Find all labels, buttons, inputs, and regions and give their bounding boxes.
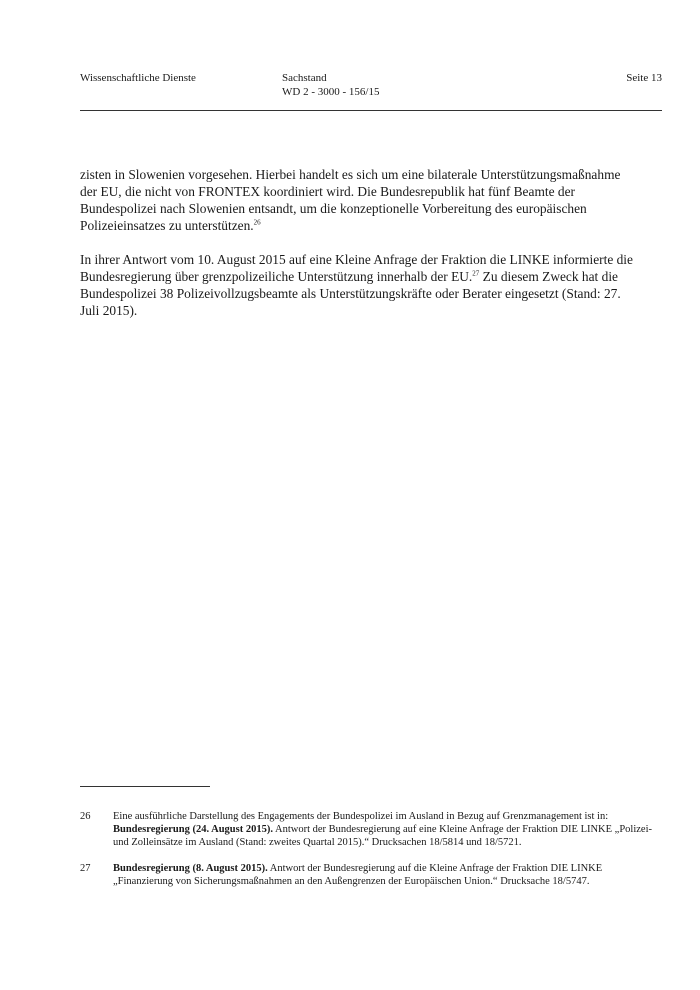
header-document-info (282, 71, 379, 99)
header-doc-ref: WD 2 - 3000 - 156/15 (282, 86, 380, 98)
header-institution: Wissenschaftliche Dienste (80, 72, 196, 84)
page-header (80, 71, 662, 111)
footnote-27 (80, 862, 662, 888)
footnote-text-pre: Eine ausführliche Darstellung des Engagements der Bundespolizei im Ausland in Bezug auf Grenzmanagement ist in: (113, 811, 609, 822)
footnote-26 (80, 810, 662, 849)
header-page-number: Seite 13 (626, 72, 662, 84)
header-divider (80, 110, 662, 111)
footnotes (80, 810, 662, 901)
paragraph-1 (80, 166, 640, 234)
main-text (80, 166, 640, 336)
paragraph-2-text-b: Zu diesem Zweck hat die Bundespolizei 38 Polizeivollzugsbeamte als Unterstützungskräfte oder Berater eingesetzt (Stand: 27. Juli 2015). (80, 269, 621, 318)
footnote-text-post: Antwort der Bundesregierung auf eine Kleine Anfrage der Fraktion DIE LINKE „Polizei- und Zolleinsätze im Ausland (Stand: zweites Quartal 2015).“ Drucksachen 18/5814 und 18/5721. (113, 824, 652, 848)
footnote-text-post: Antwort der Bundesregierung auf die Kleine Anfrage der Fraktion DIE LINKE „Finanzierung von Sicherungsmaßnahmen an den Außengrenzen der Europäischen Union.“ Drucksache 18/5747. (113, 863, 603, 887)
footnote-divider (80, 786, 210, 787)
footnote-ref-27[interactable]: 27 (472, 269, 480, 278)
footnote-ref-26[interactable]: 26 (253, 218, 261, 227)
paragraph-2 (80, 251, 640, 319)
paragraph-2-text-a: In ihrer Antwort vom 10. August 2015 auf eine Kleine Anfrage der Fraktion die LINKE informierte die Bundesregierung über grenzpolizeiliche Unterstützung innerhalb der EU. (80, 252, 633, 284)
footnote-number: 26 (80, 811, 91, 822)
footnote-source: Bundesregierung (8. August 2015). (113, 863, 268, 874)
header-doc-type: Sachstand (282, 72, 327, 84)
footnote-number: 27 (80, 863, 91, 874)
paragraph-1-text: zisten in Slowenien vorgesehen. Hierbei handelt es sich um eine bilaterale Unterstützungsmaßnahme der EU, die nicht von FRONTEX koordiniert wird. Die Bundesrepublik hat fünf Beamte der Bundespolizei nach Slowenien entsandt, um die konzeptionelle Vorbereitung des europäischen Polizeieinsatzes zu unterstützen. (80, 167, 621, 233)
footnote-source: Bundesregierung (24. August 2015). (113, 824, 273, 835)
